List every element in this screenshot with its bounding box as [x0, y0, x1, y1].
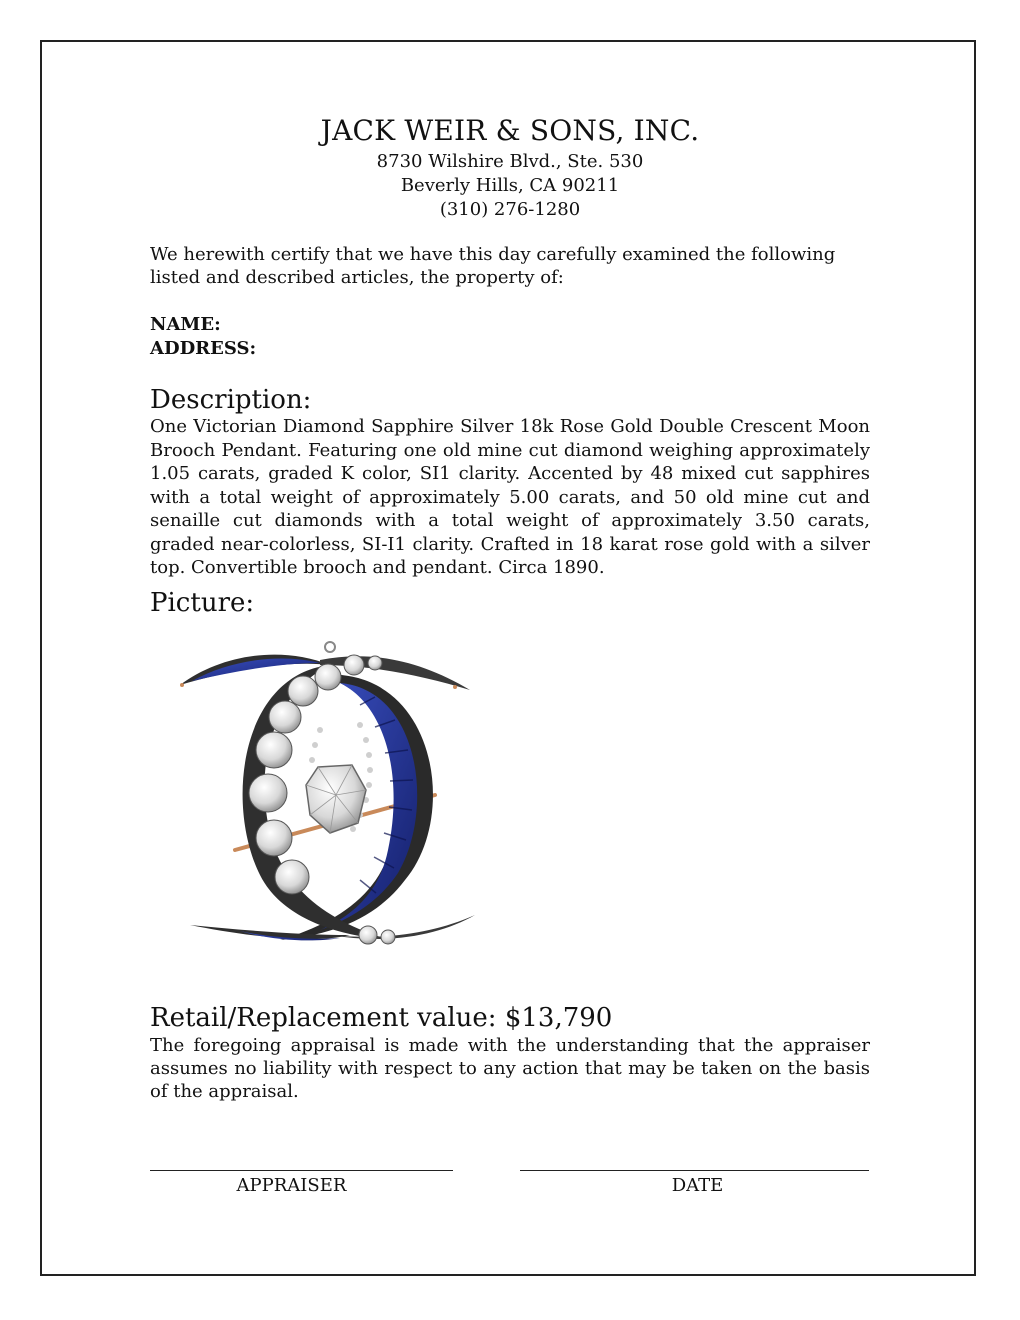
- address-line-1: 8730 Wilshire Blvd., Ste. 530: [376, 151, 644, 172]
- appraiser-label: APPRAISER: [236, 1175, 347, 1196]
- double-crescent-moon-brooch-image: [170, 635, 480, 955]
- description-heading: Description:: [150, 385, 312, 415]
- date-signature-line: [520, 1170, 869, 1171]
- name-label: NAME:: [150, 314, 221, 335]
- appraisal-disclaimer: The foregoing appraisal is made with the understanding that the appraiser assumes no liability with respect to any action that may be taken on the basis of the appraisal.: [150, 1035, 870, 1102]
- address-line-2: Beverly Hills, CA 90211: [400, 175, 620, 196]
- company-name: JACK WEIR & SONS, INC.: [320, 114, 700, 147]
- retail-replacement-value: Retail/Replacement value: $13,790: [150, 1003, 613, 1033]
- letterhead: [0, 112, 1020, 222]
- owner-fields: [150, 313, 870, 361]
- address-label: ADDRESS:: [150, 338, 257, 359]
- date-label: DATE: [671, 1175, 724, 1196]
- appraiser-signature-line: [150, 1170, 453, 1171]
- certification-intro: We herewith certify that we have this day carefully examined the following listed and described articles, the property of:: [150, 244, 836, 288]
- phone-number: (310) 276-1280: [439, 199, 581, 220]
- description-text: One Victorian Diamond Sapphire Silver 18k Rose Gold Double Crescent Moon Brooch Pendant. Featuring one old mine cut diamond weighing approximately 1.05 carats, graded K color, SI1 clarity. Accented by 48 mixed cut sapphires with a total weight of approximately 5.00 carats, and 50 old mine cut and senaille cut diamonds with a total weight of approximately 3.50 carats, graded near-colorless, SI-I1 clarity. Crafted in 18 karat rose gold with a silver top. Convertible brooch and pendant. Circa 1890.: [150, 416, 870, 578]
- picture-heading: Picture:: [150, 588, 255, 618]
- center-diamond: [306, 765, 366, 833]
